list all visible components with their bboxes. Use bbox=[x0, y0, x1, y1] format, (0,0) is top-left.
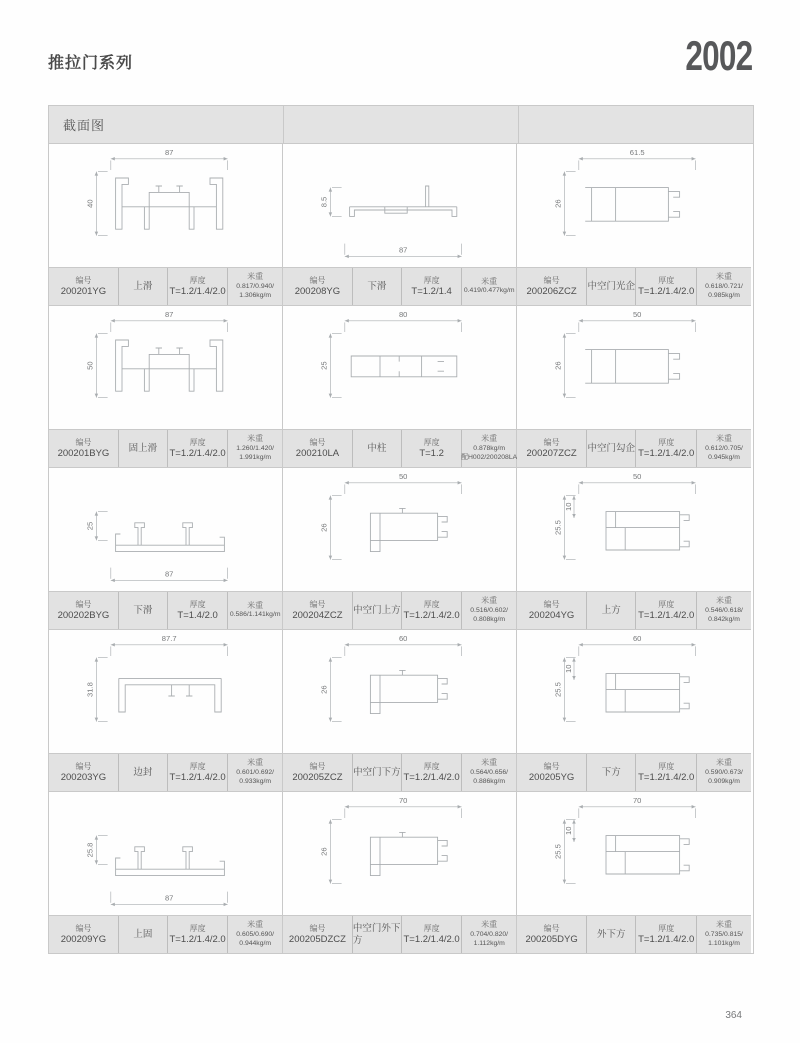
svg-text:87: 87 bbox=[398, 244, 407, 254]
weight-value-line: 0.985kg/m bbox=[708, 291, 740, 299]
profile-code: 200209YG bbox=[60, 933, 107, 945]
profile-info-strip bbox=[283, 429, 516, 467]
profile-thickness-col bbox=[402, 430, 463, 467]
svg-text:26: 26 bbox=[553, 198, 563, 208]
code-label: 编号 bbox=[543, 923, 560, 933]
profile-weight-col bbox=[462, 268, 516, 305]
profile-info-strip bbox=[49, 753, 282, 791]
thickness-label: 厚度 bbox=[423, 275, 440, 285]
thickness-label: 厚度 bbox=[658, 599, 675, 609]
profile-drawing bbox=[283, 792, 516, 915]
profile-thickness-col bbox=[168, 268, 229, 305]
weight-label: 米重 bbox=[247, 434, 264, 444]
profile-name-col bbox=[353, 268, 402, 305]
profile-drawing bbox=[517, 630, 751, 753]
profile-thickness-col bbox=[168, 430, 229, 467]
profile-cell bbox=[283, 144, 517, 306]
table-header-row bbox=[49, 106, 753, 144]
profile-weight-col bbox=[462, 754, 516, 791]
profile-weight-col bbox=[228, 916, 282, 953]
series-title: 推拉门系列 bbox=[48, 55, 134, 72]
profile-info-strip bbox=[49, 915, 282, 953]
profile-name-col bbox=[353, 592, 402, 629]
profile-cell bbox=[517, 144, 751, 306]
weight-label: 米重 bbox=[716, 272, 733, 282]
profile-thickness-col bbox=[168, 754, 229, 791]
thickness-label: 厚度 bbox=[189, 275, 206, 285]
section-drawing-200205ZCZ bbox=[287, 632, 513, 752]
weight-value-line: 0.945kg/m bbox=[708, 453, 740, 461]
svg-text:8.5: 8.5 bbox=[318, 196, 328, 207]
weight-value-line: 0.419/0.477kg/m bbox=[463, 287, 515, 295]
table-header-cell-1 bbox=[49, 106, 284, 143]
profile-thickness: T=1.2/1.4/2.0 bbox=[638, 447, 695, 459]
svg-text:50: 50 bbox=[398, 471, 407, 481]
svg-text:87: 87 bbox=[164, 309, 173, 319]
svg-text:10: 10 bbox=[563, 826, 573, 835]
section-drawing-200204YG bbox=[521, 470, 747, 590]
svg-text:60: 60 bbox=[632, 633, 642, 643]
profile-cell bbox=[283, 306, 517, 468]
profile-thickness: T=1.2/1.4/2.0 bbox=[169, 447, 226, 459]
profile-name: 外下方 bbox=[596, 928, 626, 940]
svg-text:61.5: 61.5 bbox=[629, 147, 645, 157]
profile-code: 200204YG bbox=[528, 609, 575, 621]
profile-name: 边封 bbox=[133, 766, 153, 778]
code-label: 编号 bbox=[543, 275, 560, 285]
thickness-label: 厚度 bbox=[423, 437, 440, 447]
weight-value-line: 配H002/200208LA bbox=[461, 453, 518, 461]
profile-drawing bbox=[49, 144, 282, 267]
profile-code-col bbox=[49, 754, 119, 791]
section-drawing-200201YG bbox=[53, 146, 279, 266]
page-number: 364 bbox=[725, 1010, 742, 1021]
section-drawing-200205YG bbox=[521, 632, 747, 752]
profile-code-col bbox=[517, 268, 587, 305]
profile-name-col bbox=[353, 754, 402, 791]
thickness-label: 厚度 bbox=[658, 437, 675, 447]
section-drawing-200210LA bbox=[287, 308, 513, 428]
svg-text:25: 25 bbox=[318, 360, 328, 370]
series-code: 2002 bbox=[684, 32, 752, 79]
weight-value-line: 0.944kg/m bbox=[239, 939, 272, 947]
weight-value-line: 0.601/0.692/ bbox=[236, 768, 275, 776]
profile-name-col bbox=[587, 592, 636, 629]
code-label: 编号 bbox=[75, 275, 92, 285]
profile-drawing bbox=[283, 144, 516, 267]
svg-text:50: 50 bbox=[632, 471, 642, 481]
profile-code-col bbox=[49, 916, 119, 953]
profile-code-col bbox=[49, 430, 119, 467]
svg-text:87: 87 bbox=[164, 892, 173, 902]
profile-name-col bbox=[119, 754, 168, 791]
profile-info-strip bbox=[517, 753, 751, 791]
profile-drawing bbox=[49, 630, 282, 753]
table-header-cell-3 bbox=[519, 106, 753, 143]
weight-value-line: 0.704/0.820/ bbox=[470, 930, 509, 938]
profile-code: 200210LA bbox=[295, 447, 340, 459]
profile-info-strip bbox=[49, 591, 282, 629]
weight-value-line: 1.260/1.420/ bbox=[236, 444, 275, 452]
weight-value-line: 0.586/1.141kg/m bbox=[229, 611, 281, 619]
code-label: 编号 bbox=[309, 275, 326, 285]
profile-drawing bbox=[517, 144, 751, 267]
weight-label: 米重 bbox=[716, 758, 733, 768]
weight-value-line: 0.516/0.602/ bbox=[470, 606, 509, 614]
profile-code: 200201BYG bbox=[57, 447, 110, 459]
profile-name: 中空门勾企 bbox=[587, 442, 635, 454]
weight-label: 米重 bbox=[247, 920, 264, 930]
weight-value-line: 0.564/0.656/ bbox=[470, 768, 509, 776]
weight-label: 米重 bbox=[716, 920, 733, 930]
profile-name: 上固 bbox=[133, 928, 153, 940]
profile-cell bbox=[517, 468, 751, 630]
profile-code-col bbox=[517, 592, 587, 629]
profile-name: 中空门上方 bbox=[353, 604, 401, 616]
profile-code: 200205DZCZ bbox=[288, 933, 346, 945]
profile-code: 200206ZCZ bbox=[526, 285, 577, 297]
svg-text:25.5: 25.5 bbox=[553, 681, 563, 697]
weight-label: 米重 bbox=[481, 920, 498, 930]
profile-drawing bbox=[49, 792, 282, 915]
profile-name: 中柱 bbox=[367, 442, 387, 454]
section-drawing-200209YG bbox=[53, 794, 279, 914]
weight-value-line: 1.306kg/m bbox=[239, 291, 272, 299]
weight-value-line: 0.735/0.815/ bbox=[705, 930, 743, 938]
profile-drawing bbox=[49, 468, 282, 591]
profile-info-strip bbox=[49, 429, 282, 467]
svg-text:87.7: 87.7 bbox=[161, 633, 177, 643]
svg-text:25.5: 25.5 bbox=[553, 519, 563, 535]
profile-thickness-col bbox=[402, 268, 463, 305]
code-label: 编号 bbox=[75, 923, 92, 933]
weight-value-line: 1.112kg/m bbox=[473, 939, 505, 947]
table-header-label: 截面图 bbox=[63, 118, 106, 133]
profile-drawing bbox=[517, 792, 751, 915]
profile-thickness: T=1.2 bbox=[419, 447, 444, 459]
weight-value-line: 0.878kg/m bbox=[473, 444, 506, 452]
profile-name: 中空门光企 bbox=[587, 280, 635, 292]
code-label: 编号 bbox=[309, 761, 326, 771]
weight-label: 米重 bbox=[481, 596, 498, 606]
profile-info-strip bbox=[517, 429, 751, 467]
profile-thickness: T=1.2/1.4/2.0 bbox=[638, 285, 695, 297]
weight-label: 米重 bbox=[247, 758, 264, 768]
profile-thickness: T=1.2/1.4/2.0 bbox=[403, 933, 460, 945]
weight-label: 米重 bbox=[716, 434, 733, 444]
weight-value-line: 0.546/0.618/ bbox=[705, 606, 743, 614]
section-table bbox=[48, 105, 754, 954]
weight-value-line: 0.886kg/m bbox=[473, 777, 506, 785]
profile-code-col bbox=[283, 916, 353, 953]
profile-info-strip bbox=[283, 753, 516, 791]
section-drawing-200205DZCZ bbox=[287, 794, 513, 914]
profile-name-col bbox=[119, 592, 168, 629]
profile-code: 200202BYG bbox=[57, 609, 110, 621]
profile-info-strip bbox=[517, 267, 751, 305]
section-drawing-200201BYG bbox=[53, 308, 279, 428]
profile-code-col bbox=[517, 916, 587, 953]
profile-thickness-col bbox=[168, 916, 229, 953]
profile-code: 200207ZCZ bbox=[526, 447, 577, 459]
profile-weight-col bbox=[228, 268, 282, 305]
profile-thickness-col bbox=[402, 592, 463, 629]
profile-cell bbox=[517, 306, 751, 468]
profile-cell bbox=[283, 792, 517, 953]
code-label: 编号 bbox=[309, 599, 326, 609]
profile-thickness-col bbox=[402, 916, 463, 953]
weight-label: 米重 bbox=[716, 596, 733, 606]
svg-text:26: 26 bbox=[318, 846, 328, 856]
svg-text:26: 26 bbox=[318, 684, 328, 694]
profile-thickness-col bbox=[402, 754, 463, 791]
svg-text:87: 87 bbox=[164, 568, 173, 578]
section-grid bbox=[49, 144, 753, 953]
profile-weight-col bbox=[697, 592, 751, 629]
thickness-label: 厚度 bbox=[189, 761, 206, 771]
profile-weight-col bbox=[462, 916, 516, 953]
svg-text:60: 60 bbox=[398, 633, 407, 643]
svg-text:10: 10 bbox=[563, 502, 573, 511]
svg-text:70: 70 bbox=[398, 795, 407, 805]
profile-drawing bbox=[517, 306, 751, 429]
profile-name-col bbox=[119, 268, 168, 305]
profile-drawing bbox=[283, 630, 516, 753]
thickness-label: 厚度 bbox=[189, 599, 206, 609]
profile-thickness: T=1.2/1.4/2.0 bbox=[638, 933, 695, 945]
svg-text:40: 40 bbox=[84, 198, 94, 208]
profile-code: 200205DYG bbox=[525, 933, 578, 945]
profile-cell bbox=[283, 630, 517, 792]
profile-name: 上方 bbox=[601, 604, 621, 616]
weight-label: 米重 bbox=[481, 276, 498, 286]
weight-value-line: 0.618/0.721/ bbox=[705, 282, 743, 290]
profile-name-col bbox=[353, 430, 402, 467]
profile-info-strip bbox=[517, 915, 751, 953]
profile-cell bbox=[283, 468, 517, 630]
profile-drawing bbox=[283, 468, 516, 591]
section-drawing-200207ZCZ bbox=[521, 308, 747, 428]
weight-value-line: 0.933kg/m bbox=[239, 777, 272, 785]
weight-value-line: 0.612/0.705/ bbox=[705, 444, 743, 452]
profile-thickness: T=1.2/1.4 bbox=[411, 285, 452, 297]
profile-thickness-col bbox=[636, 592, 697, 629]
profile-thickness: T=1.2/1.4/2.0 bbox=[638, 771, 695, 783]
thickness-label: 厚度 bbox=[189, 923, 206, 933]
profile-info-strip bbox=[283, 915, 516, 953]
profile-weight-col bbox=[462, 430, 516, 467]
profile-info-strip bbox=[517, 591, 751, 629]
thickness-label: 厚度 bbox=[658, 275, 675, 285]
profile-name: 下方 bbox=[601, 766, 621, 778]
profile-code-col bbox=[283, 592, 353, 629]
profile-code: 200203YG bbox=[60, 771, 107, 783]
profile-weight-col bbox=[228, 754, 282, 791]
profile-cell bbox=[49, 792, 283, 953]
code-label: 编号 bbox=[309, 437, 326, 447]
profile-thickness: T=1.2/1.4/2.0 bbox=[169, 771, 226, 783]
profile-thickness: T=1.2/1.4/2.0 bbox=[638, 609, 695, 621]
profile-name-col bbox=[587, 430, 636, 467]
profile-name: 固上滑 bbox=[128, 442, 158, 454]
svg-text:80: 80 bbox=[398, 309, 407, 319]
profile-thickness: T=1.2/1.4/2.0 bbox=[169, 285, 226, 297]
thickness-label: 厚度 bbox=[658, 923, 675, 933]
code-label: 编号 bbox=[75, 437, 92, 447]
svg-text:70: 70 bbox=[632, 795, 642, 805]
profile-cell bbox=[517, 792, 751, 953]
table-header-cell-2 bbox=[284, 106, 519, 143]
profile-cell bbox=[49, 306, 283, 468]
profile-code-col bbox=[283, 430, 353, 467]
profile-weight-col bbox=[697, 754, 751, 791]
profile-name: 下滑 bbox=[367, 280, 387, 292]
profile-name: 中空门下方 bbox=[353, 766, 401, 778]
code-label: 编号 bbox=[75, 599, 92, 609]
profile-info-strip bbox=[283, 591, 516, 629]
profile-code-col bbox=[517, 430, 587, 467]
profile-drawing bbox=[283, 306, 516, 429]
profile-thickness-col bbox=[636, 754, 697, 791]
code-label: 编号 bbox=[309, 923, 326, 933]
weight-label: 米重 bbox=[481, 434, 498, 444]
section-drawing-200202BYG bbox=[53, 470, 279, 590]
thickness-label: 厚度 bbox=[658, 761, 675, 771]
weight-value-line: 0.909kg/m bbox=[708, 777, 740, 785]
profile-name-col bbox=[119, 916, 168, 953]
profile-thickness-col bbox=[636, 430, 697, 467]
profile-code: 200205ZCZ bbox=[292, 771, 343, 783]
profile-code-col bbox=[283, 268, 353, 305]
section-drawing-200203YG bbox=[53, 632, 279, 752]
code-label: 编号 bbox=[543, 437, 560, 447]
profile-code-col bbox=[49, 268, 119, 305]
weight-value-line: 0.842kg/m bbox=[708, 615, 740, 623]
thickness-label: 厚度 bbox=[423, 761, 440, 771]
weight-value-line: 0.817/0.940/ bbox=[236, 282, 275, 290]
profile-code-col bbox=[49, 592, 119, 629]
profile-code: 200201YG bbox=[60, 285, 107, 297]
thickness-label: 厚度 bbox=[189, 437, 206, 447]
profile-name-col bbox=[353, 916, 402, 953]
weight-label: 米重 bbox=[247, 272, 264, 282]
profile-cell bbox=[49, 144, 283, 306]
profile-thickness-col bbox=[168, 592, 229, 629]
svg-text:25: 25 bbox=[84, 521, 94, 530]
svg-text:25.5: 25.5 bbox=[553, 843, 563, 859]
svg-text:10: 10 bbox=[563, 664, 573, 673]
code-label: 编号 bbox=[543, 599, 560, 609]
section-drawing-200204ZCZ bbox=[287, 470, 513, 590]
svg-text:26: 26 bbox=[553, 360, 563, 370]
profile-cell bbox=[49, 630, 283, 792]
svg-text:25.8: 25.8 bbox=[84, 842, 94, 857]
page-header bbox=[48, 32, 752, 90]
code-label: 编号 bbox=[75, 761, 92, 771]
profile-weight-col bbox=[697, 268, 751, 305]
profile-name: 下滑 bbox=[133, 604, 153, 616]
profile-name: 上滑 bbox=[133, 280, 153, 292]
profile-drawing bbox=[49, 306, 282, 429]
weight-label: 米重 bbox=[481, 758, 498, 768]
section-drawing-200208YG bbox=[287, 146, 513, 266]
weight-label: 米重 bbox=[247, 600, 264, 610]
svg-text:50: 50 bbox=[632, 309, 642, 319]
weight-value-line: 0.808kg/m bbox=[473, 615, 506, 623]
profile-thickness: T=1.2/1.4/2.0 bbox=[403, 609, 460, 621]
profile-thickness-col bbox=[636, 268, 697, 305]
profile-thickness: T=1.4/2.0 bbox=[177, 609, 218, 621]
svg-text:26: 26 bbox=[318, 522, 328, 532]
profile-code-col bbox=[283, 754, 353, 791]
profile-weight-col bbox=[697, 430, 751, 467]
profile-thickness-col bbox=[636, 916, 697, 953]
section-drawing-200205DYG bbox=[521, 794, 747, 914]
profile-code: 200204ZCZ bbox=[292, 609, 343, 621]
weight-value-line: 1.991kg/m bbox=[239, 453, 272, 461]
profile-code-col bbox=[517, 754, 587, 791]
profile-name: 中空门外下方 bbox=[352, 922, 401, 946]
weight-value-line: 0.605/0.690/ bbox=[236, 930, 275, 938]
profile-weight-col bbox=[228, 430, 282, 467]
profile-thickness: T=1.2/1.4/2.0 bbox=[403, 771, 460, 783]
profile-name-col bbox=[587, 268, 636, 305]
profile-cell bbox=[517, 630, 751, 792]
profile-name-col bbox=[587, 916, 636, 953]
profile-weight-col bbox=[697, 916, 751, 953]
profile-weight-col bbox=[462, 592, 516, 629]
profile-code: 200205YG bbox=[528, 771, 575, 783]
code-label: 编号 bbox=[543, 761, 560, 771]
thickness-label: 厚度 bbox=[423, 599, 440, 609]
weight-value-line: 0.590/0.673/ bbox=[705, 768, 743, 776]
profile-weight-col bbox=[228, 592, 282, 629]
profile-cell bbox=[49, 468, 283, 630]
svg-text:50: 50 bbox=[84, 360, 94, 370]
profile-info-strip bbox=[283, 267, 516, 305]
thickness-label: 厚度 bbox=[423, 923, 440, 933]
profile-thickness: T=1.2/1.4/2.0 bbox=[169, 933, 226, 945]
section-drawing-200206ZCZ bbox=[521, 146, 747, 266]
profile-name-col bbox=[587, 754, 636, 791]
profile-name-col bbox=[119, 430, 168, 467]
profile-code: 200208YG bbox=[294, 285, 341, 297]
svg-text:87: 87 bbox=[164, 147, 173, 157]
svg-text:31.8: 31.8 bbox=[84, 681, 94, 697]
profile-drawing bbox=[517, 468, 751, 591]
profile-info-strip bbox=[49, 267, 282, 305]
weight-value-line: 1.101kg/m bbox=[708, 939, 740, 947]
